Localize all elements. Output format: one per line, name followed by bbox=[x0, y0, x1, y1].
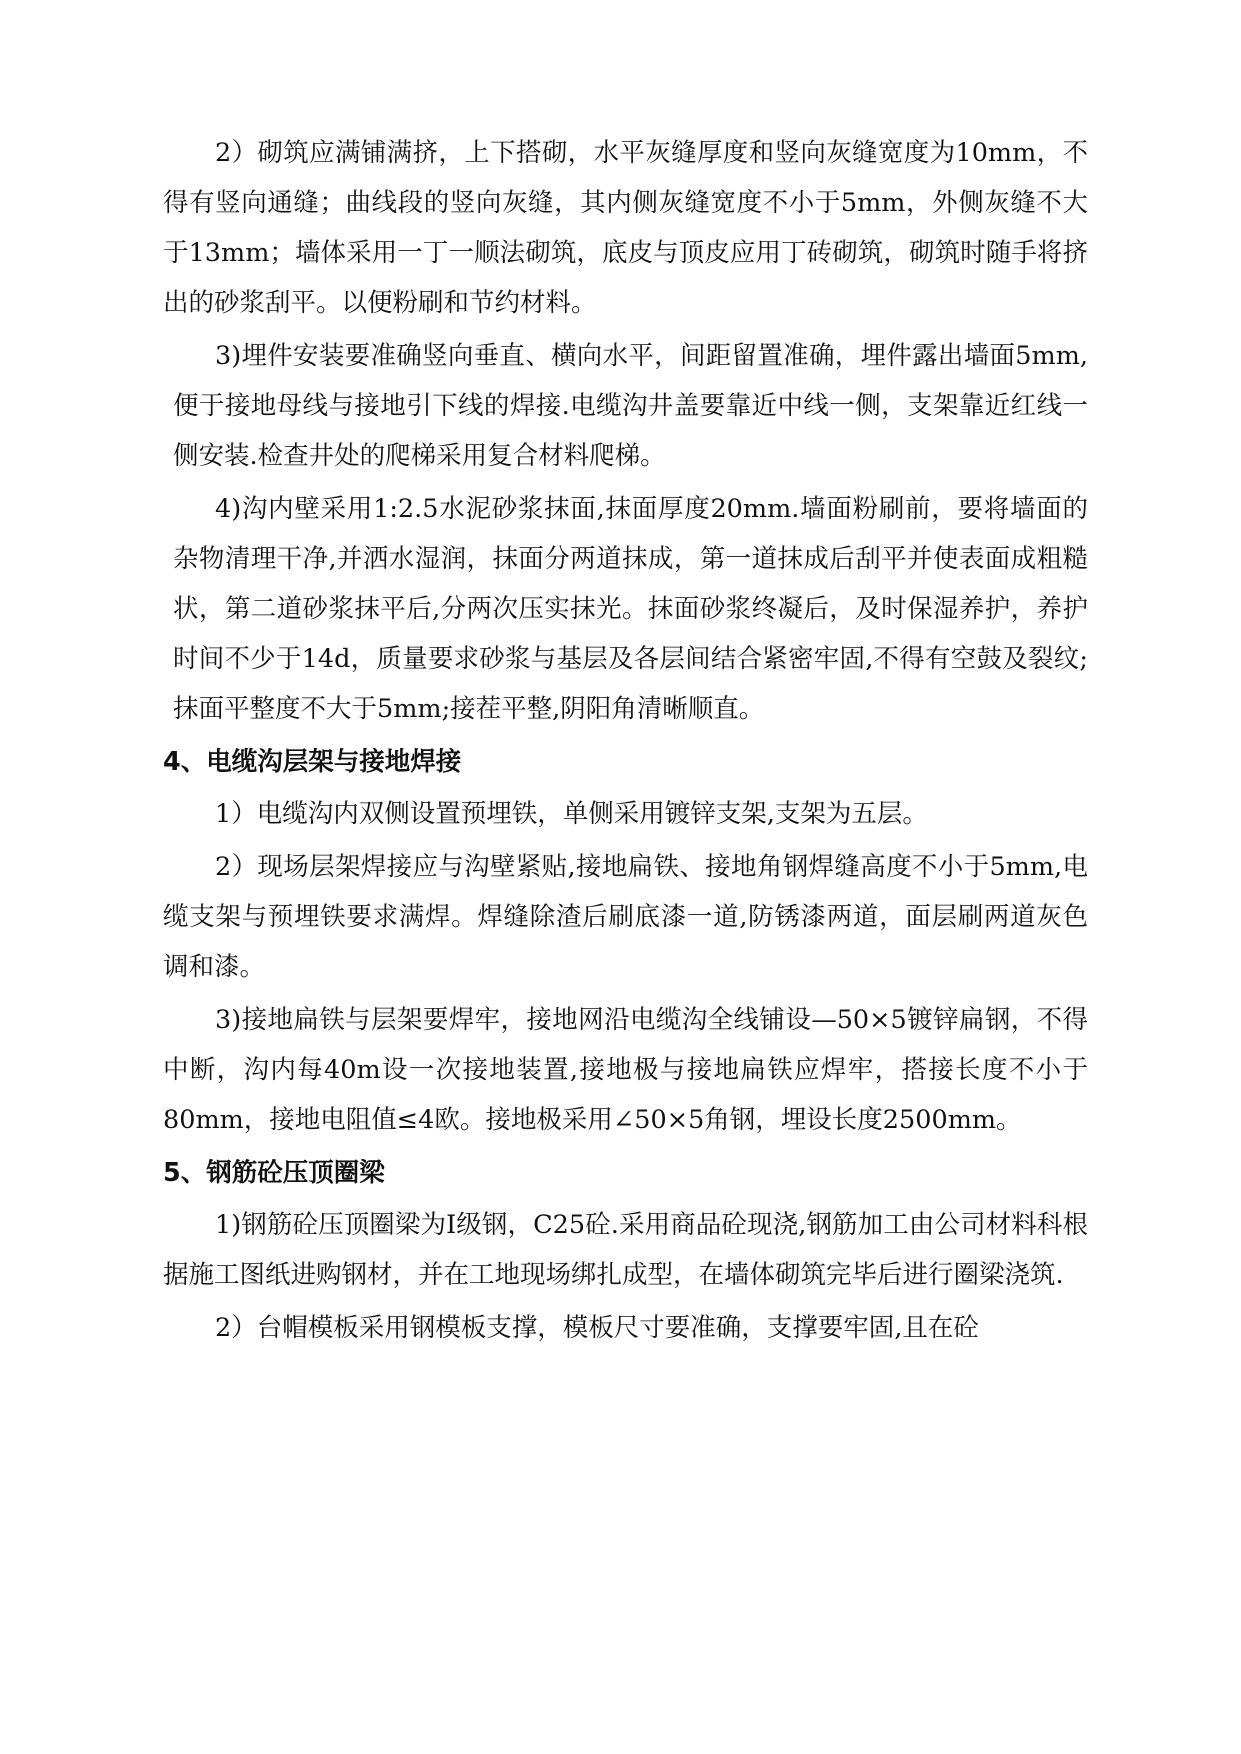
paragraph-plastering: 4)沟内壁采用1:2.5水泥砂浆抹面,抹面厚度20mm.墙面粉刷前，要将墙面的杂物清理干净,并洒水湿润，抹面分两道抹成，第一道抹成后刮平并使表面成粗糙状，第二道砂浆抹平后,分两次压实抹光。抹面砂浆终凝后，及时保湿养护，养护时间不少于14d，质量要求砂浆与基层及各层间结合紧密牢固,不得有空鼓及裂纹;抹面平整度不大于5mm;接茬平整,阴阳角清晰顺直。 bbox=[173, 494, 1088, 724]
paragraph-grounding: 3)接地扁铁与层架要焊牢，接地网沿电缆沟全线铺设—50×5镀锌扁钢，不得中断，沟内每40m设一次接地装置,接地极与接地扁铁应焊牢，搭接长度不小于80mm，接地电阻值≤4欧。接地极采用∠50×5角钢，埋设长度2500mm。 bbox=[163, 1005, 1088, 1135]
paragraph-ring-beam: 1)钢筋砼压顶圈梁为Ⅰ级钢，C25砼.采用商品砼现浇,钢筋加工由公司材料科根据施工图纸进购钢材，并在工地现场绑扎成型，在墙体砌筑完毕后进行圈梁浇筑. bbox=[163, 1210, 1088, 1290]
section-heading-cable-trench-bracket: 4、电缆沟层架与接地焊接 bbox=[163, 747, 462, 777]
document-body bbox=[163, 128, 1088, 1356]
paragraph-formwork: 2）台帽模板采用钢模板支撑，模板尺寸要准确，支撑要牢固,且在砼 bbox=[215, 1313, 979, 1343]
paragraph-bracket-welding: 2）现场层架焊接应与沟壁紧贴,接地扁铁、接地角钢焊缝高度不小于5mm,电缆支架与预埋铁要求满焊。焊缝除渣后刷底漆一道,防锈漆两道，面层刷两道灰色调和漆。 bbox=[163, 852, 1088, 982]
paragraph-masonry-joints: 2）砌筑应满铺满挤，上下搭砌，水平灰缝厚度和竖向灰缝宽度为10mm，不得有竖向通缝；曲线段的竖向灰缝，其内侧灰缝宽度不小于5mm，外侧灰缝不大于13mm；墙体采用一丁一顺法砌筑，底皮与顶皮应用丁砖砌筑，砌筑时随手将挤出的砂浆刮平。以便粉刷和节约材料。 bbox=[163, 138, 1088, 318]
paragraph-embedded-parts: 3)埋件安装要准确竖向垂直、横向水平，间距留置准确，埋件露出墙面5mm,便于接地母线与接地引下线的焊接.电缆沟井盖要靠近中线一侧，支架靠近红线一侧安装.检查井处的爬梯采用复合材料爬梯。 bbox=[173, 341, 1088, 471]
section-heading-ring-beam: 5、钢筋砼压顶圈梁 bbox=[163, 1158, 385, 1188]
paragraph-embedded-iron: 1）电缆沟内双侧设置预埋铁，单侧采用镀锌支架,支架为五层。 bbox=[215, 799, 928, 829]
